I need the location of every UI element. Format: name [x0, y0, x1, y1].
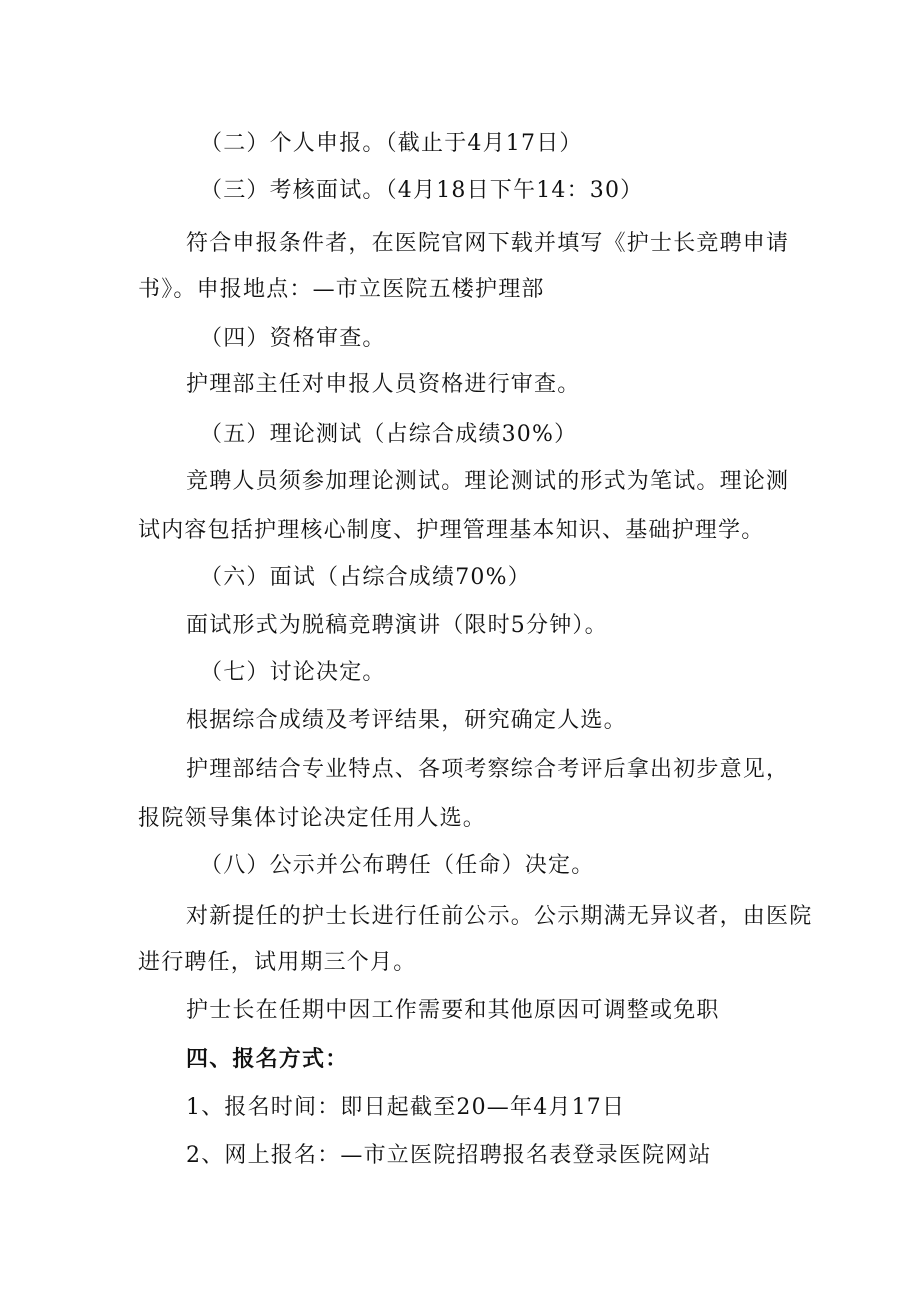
- paragraph-publicity-line1: 对新提任的护士长进行任前公示。公示期满无异议者，由医院: [186, 904, 813, 929]
- paragraph-qualification-review: 护理部主任对申报人员资格进行审查。: [186, 372, 581, 397]
- paragraph-publicity-line2: 进行聘任，试用期三个月。: [138, 950, 417, 975]
- paragraph-nursing-department-line1: 护理部结合专业特点、各项考察综合考评后拿出初步意见，: [186, 757, 790, 782]
- paragraph-nursing-department-line2: 报院领导集体讨论决定任用人选。: [138, 806, 487, 831]
- item-personal-application: （二）个人申报。（截止于4月17日）: [200, 131, 583, 156]
- item-discussion-decision: （七）讨论决定。: [200, 660, 386, 685]
- item-theory-test: （五）理论测试（占综合成绩30%）: [200, 422, 578, 447]
- paragraph-interview: 面试形式为脱稿竞聘演讲（限时5分钟）。: [186, 613, 608, 638]
- paragraph-theory-test-line1: 竞聘人员须参加理论测试。理论测试的形式为笔试。理论测: [186, 469, 790, 494]
- paragraph-adjustment-removal: 护士长在任期中因工作需要和其他原因可调整或免职: [186, 998, 720, 1023]
- item-publicity-appointment: （八）公示并公布聘任（任命）决定。: [200, 853, 595, 878]
- section-heading-registration-method: 四、报名方式：: [186, 1046, 349, 1072]
- item-assessment-interview: （三）考核面试。（4月18日下午14：30）: [200, 178, 644, 203]
- registration-time: 1、报名时间：即日起截至20—年4月17日: [186, 1095, 626, 1120]
- paragraph-application-requirements-line2: 书》。申报地点：—市立医院五楼护理部: [138, 277, 545, 302]
- paragraph-application-requirements-line1: 符合申报条件者，在医院官网下载并填写《护士长竞聘申请: [186, 231, 790, 256]
- item-interview: （六）面试（占综合成绩70%）: [200, 565, 531, 590]
- online-registration: 2、网上报名：—市立医院招聘报名表登录医院网站: [186, 1143, 712, 1168]
- item-qualification-review: （四）资格审查。: [200, 326, 386, 351]
- paragraph-discussion-decision: 根据综合成绩及考评结果，研究确定人选。: [186, 708, 627, 733]
- paragraph-theory-test-line2: 试内容包括护理核心制度、护理管理基本知识、基础护理学。: [138, 518, 765, 543]
